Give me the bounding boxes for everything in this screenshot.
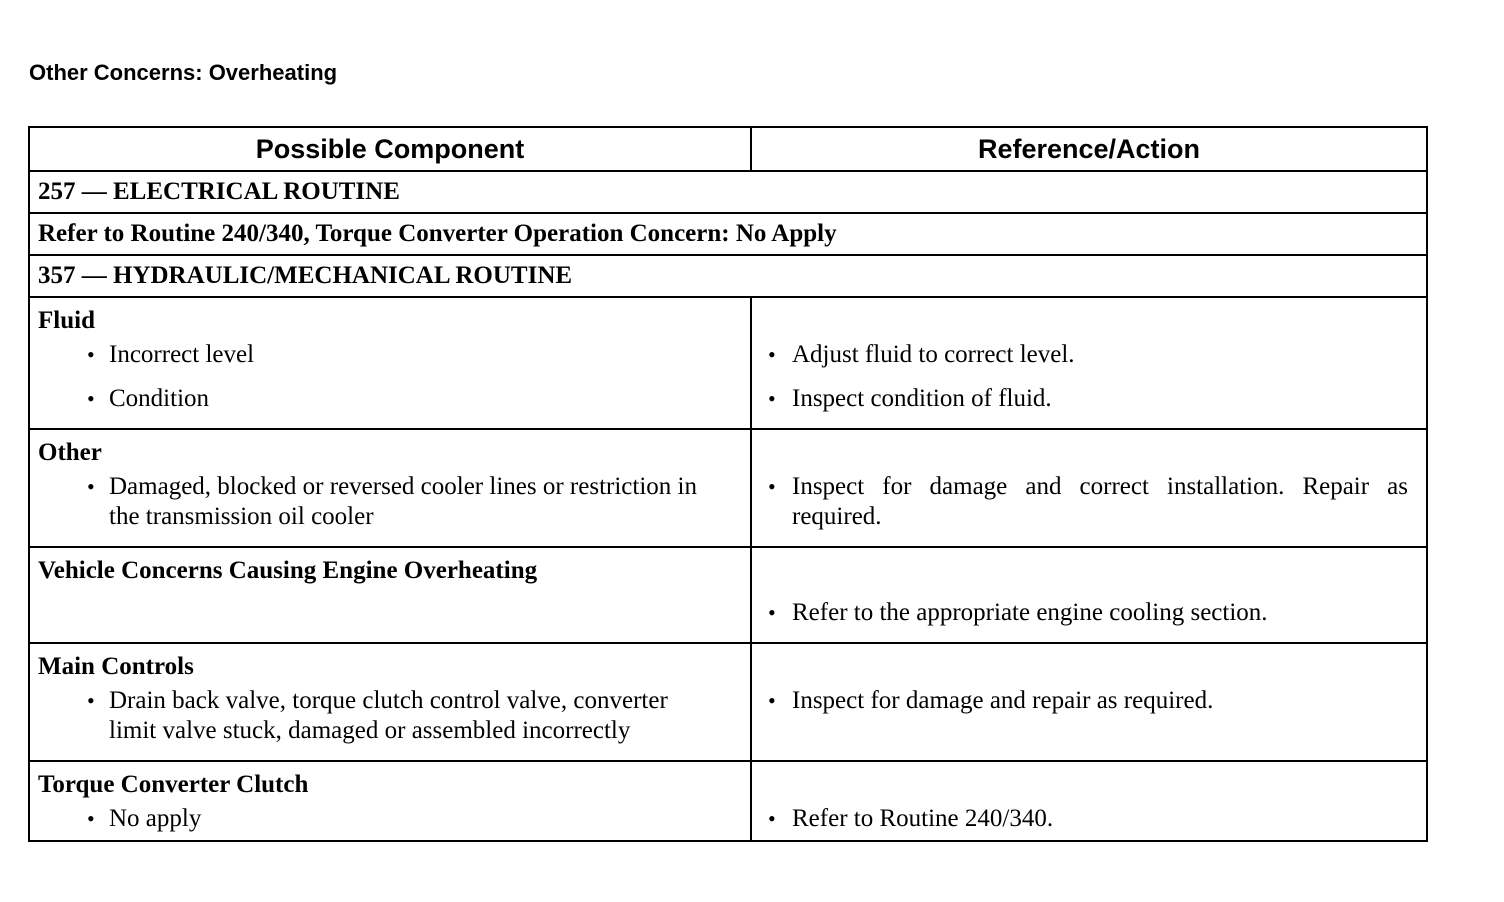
bullet-icon: • bbox=[768, 342, 776, 367]
bullet-icon: • bbox=[87, 806, 95, 831]
action-text: Inspect condition of fluid. bbox=[792, 385, 1052, 412]
section-row-main-controls bbox=[29, 643, 1427, 761]
section-heading: Torque Converter Clutch bbox=[38, 771, 309, 798]
refer-routine-label: Refer to Routine 240/340, Torque Converter Operation Concern: No Apply bbox=[29, 213, 1427, 255]
section-row-fluid bbox=[29, 297, 1427, 429]
bullet-icon: • bbox=[768, 386, 776, 411]
component-item bbox=[87, 340, 750, 384]
action-item bbox=[768, 384, 1426, 428]
section-heading: Other bbox=[38, 439, 102, 466]
component-cell bbox=[29, 761, 751, 841]
section-heading: Vehicle Concerns Causing Engine Overheating bbox=[38, 557, 538, 584]
hydraulic-routine-row bbox=[29, 255, 1427, 297]
action-text: Adjust fluid to correct level. bbox=[792, 341, 1075, 368]
component-cell bbox=[29, 297, 751, 429]
section-heading: Main Controls bbox=[38, 653, 194, 680]
bullet-icon: • bbox=[87, 474, 95, 499]
component-item bbox=[87, 804, 750, 840]
action-item bbox=[768, 340, 1426, 384]
component-text: Incorrect level bbox=[109, 341, 255, 368]
header-reference-action: Reference/Action bbox=[751, 127, 1427, 171]
header-row bbox=[29, 127, 1427, 171]
bullet-icon: • bbox=[87, 342, 95, 367]
page-title: Other Concerns: Overheating bbox=[29, 60, 338, 85]
action-cell bbox=[751, 761, 1427, 841]
bullet-icon: • bbox=[768, 806, 776, 831]
component-text: Condition bbox=[109, 385, 210, 412]
action-text: Inspect for damage and repair as required. bbox=[792, 687, 1214, 714]
component-cell bbox=[29, 429, 751, 547]
action-text: Refer to Routine 240/340. bbox=[792, 805, 1054, 832]
component-cell bbox=[29, 643, 751, 761]
hydraulic-routine-label: 357 — HYDRAULIC/MECHANICAL ROUTINE bbox=[29, 255, 1427, 297]
section-row-torque-converter-clutch bbox=[29, 761, 1427, 841]
section-row-other bbox=[29, 429, 1427, 547]
action-cell bbox=[751, 643, 1427, 761]
header-possible-component: Possible Component bbox=[29, 127, 751, 171]
component-text: Damaged, blocked or reversed cooler lines or restriction in the transmission oil cooler bbox=[109, 473, 697, 530]
refer-routine-row bbox=[29, 213, 1427, 255]
action-item bbox=[768, 686, 1426, 730]
action-item bbox=[768, 472, 1426, 546]
electrical-routine-row bbox=[29, 171, 1427, 213]
bullet-icon: • bbox=[87, 688, 95, 713]
component-item bbox=[87, 686, 750, 760]
action-item bbox=[768, 598, 1426, 642]
bullet-icon: • bbox=[768, 600, 776, 625]
bullet-icon: • bbox=[87, 386, 95, 411]
diagnostic-table bbox=[28, 126, 1428, 842]
component-item bbox=[87, 472, 750, 546]
action-cell bbox=[751, 547, 1427, 643]
bullet-icon: • bbox=[768, 688, 776, 713]
component-cell bbox=[29, 547, 751, 643]
action-text: Refer to the appropriate engine cooling section. bbox=[792, 599, 1268, 626]
component-item bbox=[87, 384, 750, 428]
section-row-vehicle-concerns bbox=[29, 547, 1427, 643]
action-item bbox=[768, 804, 1426, 840]
component-text: Drain back valve, torque clutch control valve, converter limit valve stuck, damaged or assembled incorrectly bbox=[109, 687, 668, 744]
bullet-icon: • bbox=[768, 474, 776, 499]
component-text: No apply bbox=[109, 805, 202, 832]
action-cell bbox=[751, 297, 1427, 429]
section-heading: Fluid bbox=[38, 307, 95, 334]
action-text: Inspect for damage and correct installation. Repair as required. bbox=[792, 473, 1408, 530]
electrical-routine-label: 257 — ELECTRICAL ROUTINE bbox=[29, 171, 1427, 213]
action-cell bbox=[751, 429, 1427, 547]
